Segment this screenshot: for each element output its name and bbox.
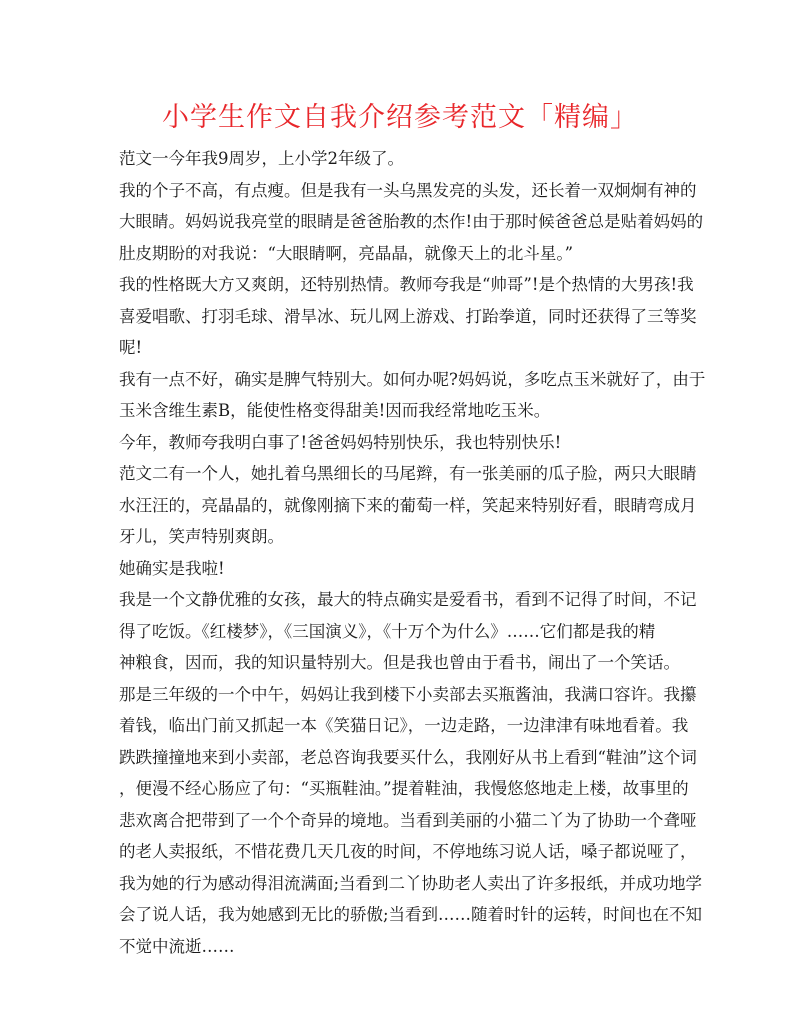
text-line: 我的个子不高，有点瘦。但是我有一头乌黑发亮的头发，还长着一双炯炯有神的 (119, 180, 697, 200)
text-line: 今年，教师夸我明白事了!爸爸妈妈特别快乐，我也特别快乐! (119, 432, 562, 452)
text-line: 不觉中流逝…… (119, 936, 235, 956)
text-line: 范文一今年我9周岁，上小学2年级了。 (119, 149, 404, 168)
text-line: 会了说人话，我为她感到无比的骄傲;当看到……随着时针的运转，时间也在不知 (119, 905, 703, 924)
text-line: 呢! (119, 338, 143, 357)
text-line: 我为她的行为感动得泪流满面;当看到二丫协助老人卖出了许多报纸，并成功地学 (119, 873, 703, 893)
text-line: 着钱，临出门前又抓起一本《笑猫日记》，一边走路，一边津津有味地看着。我 (119, 716, 689, 735)
text-line: ，便漫不经心肠应了句：“买瓶鞋油。”提着鞋油，我慢悠悠地走上楼，故事里的 (119, 779, 689, 798)
text-line: 我有一点不好，确实是脾气特别大。如何办呢?妈妈说，多吃点玉米就好了，由于 (119, 369, 706, 389)
text-line: 悲欢离合把带到了一个个奇异的境地。当看到美丽的小猫二丫为了协助一个聋哑 (119, 810, 697, 830)
text-line: 喜爱唱歌、打羽毛球、滑旱冰、玩儿网上游戏、打跆拳道，同时还获得了三等奖 (119, 306, 697, 326)
text-line: 的老人卖报纸，不惜花费几天几夜的时间，不停地练习说人话，嗓子都说哑了， (119, 842, 697, 861)
text-line: 那是三年级的一个中午，妈妈让我到楼下小卖部去买瓶酱油，我满口容许。我攥 (119, 684, 697, 704)
text-line: 水汪汪的，亮晶晶的，就像刚摘下来的葡萄一样，笑起来特别好看，眼睛弯成月 (119, 495, 697, 515)
text-line: 大眼睛。妈妈说我亮堂的眼睛是爸爸胎教的杰作!由于那时候爸爸总是贴着妈妈的 (119, 212, 704, 231)
text-line: 她确实是我啦! (119, 558, 225, 578)
document-body (119, 143, 706, 962)
text-line: 跌跌撞撞地来到小卖部，老总咨询我要买什么，我刚好从书上看到“鞋油”这个词 (119, 747, 697, 767)
text-line: 牙儿，笑声特别爽朗。 (119, 527, 284, 546)
text-line: 我是一个文静优雅的女孩，最大的特点确实是爱看书，看到不记得了时间，不记 (119, 590, 697, 609)
text-line: 玉米含维生素B，能使性格变得甜美!因而我经常地吃玉米。 (119, 401, 551, 420)
text-line: 神粮食，因而，我的知识量特别大。但是我也曾由于看书，闹出了一个笑话。 (119, 653, 680, 672)
document-title: 小学生作文自我介绍参考范文「精编」 (162, 102, 638, 133)
text-line: 肚皮期盼的对我说：“大眼睛啊，亮晶晶，就像天上的北斗星。” (119, 243, 574, 263)
text-line: 我的性格既大方又爽朗，还特别热情。教师夸我是“帅哥”!是个热情的大男孩!我 (119, 275, 694, 294)
text-line: 范文二有一个人，她扎着乌黑细长的马尾辫，有一张美丽的瓜子脸，两只大眼睛 (119, 464, 697, 483)
text-line: 得了吃饭。《红楼梦》，《三国演义》，《十万个为什么》……它们都是我的精 (119, 621, 656, 641)
